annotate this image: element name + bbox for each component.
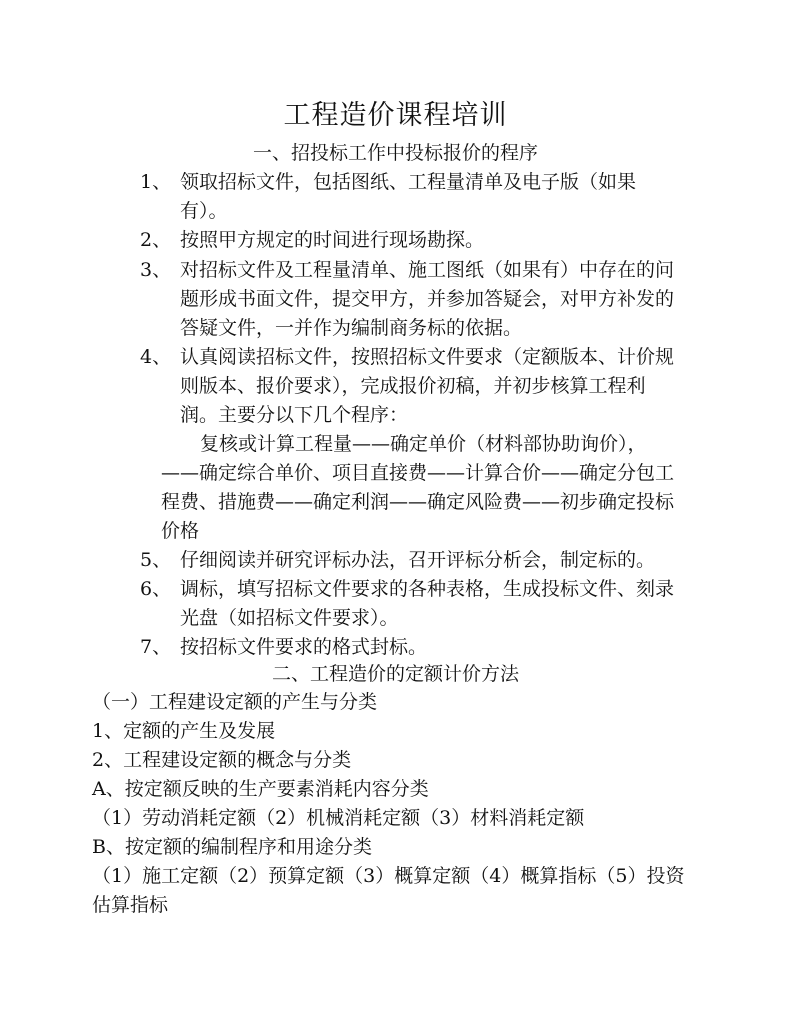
process-line-2: ——确定综合单价、项目直接费——计算合价——确定分包工 [161,462,675,484]
section-2-line-5: （1）劳动消耗定额（2）机械消耗定额（3）材料消耗定额 [92,807,585,829]
item-1-line-1: 领取招标文件，包括图纸、工程量清单及电子版（如果 [180,171,637,193]
section-2-line-3: 2、工程建设定额的概念与分类 [92,749,352,771]
item-3-line-2: 题形成书面文件，提交甲方，并参加答疑会，对甲方补发的 [180,288,675,310]
item-6-line-2: 光盘（如招标文件要求）。 [180,607,399,629]
item-5-line-1: 仔细阅读并研究评标办法，召开评标分析会，制定标的。 [180,549,656,571]
section-2-line-4: A、按定额反映的生产要素消耗内容分类 [92,778,429,800]
section-2-line-2: 1、定额的产生及发展 [92,720,276,742]
item-7-number: 7、 [140,636,172,658]
document-title: 工程造价课程培训 [283,100,508,131]
item-4-number: 4、 [140,346,172,368]
item-3-line-3: 答疑文件，一并作为编制商务标的依据。 [180,317,523,339]
item-1-line-2: 有）。 [180,200,228,222]
item-6-line-1: 调标，填写招标文件要求的各种表格，生成投标文件、刻录 [180,578,675,600]
item-3-number: 3、 [140,259,172,281]
item-3-line-1: 对招标文件及工程量清单、施工图纸（如果有）中存在的问 [180,259,675,281]
item-5-number: 5、 [140,549,172,571]
section-1-heading: 一、招投标工作中投标报价的程序 [252,142,538,164]
section-2-line-6: B、按定额的编制程序和用途分类 [92,836,372,858]
section-2-line-7: （1）施工定额（2）预算定额（3）概算定额（4）概算指标（5）投资 [92,865,685,887]
process-line-4: 价格 [161,520,200,542]
item-6-number: 6、 [140,578,172,600]
item-7-line-1: 按招标文件要求的格式封标。 [180,636,428,658]
item-4-line-3: 润。主要分以下几个程序： [180,404,409,426]
item-2-number: 2、 [140,229,172,251]
item-4-line-1: 认真阅读招标文件，按照招标文件要求（定额版本、计价规 [180,346,675,368]
section-2-line-1: （一）工程建设定额的产生与分类 [92,691,378,713]
section-2-line-8: 估算指标 [92,894,169,916]
process-line-1: 复核或计算工程量——确定单价（材料部协助询价）， [200,433,647,455]
section-2-heading: 二、工程造价的定额计价方法 [271,663,519,685]
process-line-3: 程费、措施费——确定利润——确定风险费——初步确定投标 [161,491,675,513]
item-2-line-1: 按照甲方规定的时间进行现场勘探。 [180,229,485,251]
item-4-line-2: 则版本、报价要求），完成报价初稿，并初步核算工程利 [180,375,646,397]
item-1-number: 1、 [140,171,172,193]
